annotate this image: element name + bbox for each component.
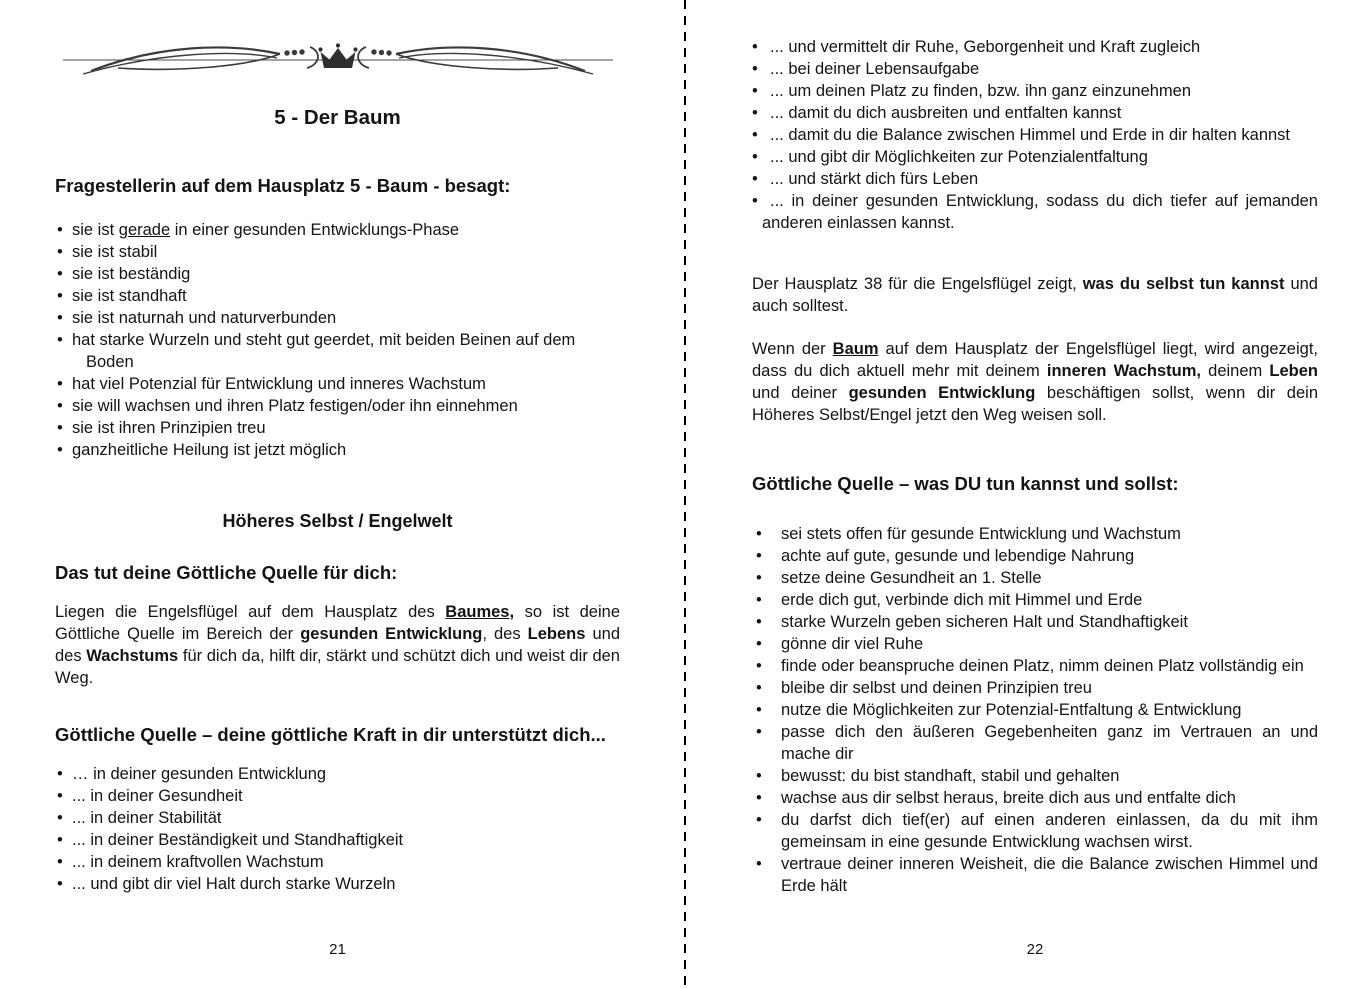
list-item: • sie ist standhaft	[55, 285, 620, 307]
list-goettliche-kraft-fortsetzung	[752, 36, 1318, 234]
list-goettliche-kraft	[55, 763, 620, 895]
list-item: • ... und vermittelt dir Ruhe, Geborgenheit und Kraft zugleich	[752, 36, 1318, 58]
page-right	[686, 0, 1369, 989]
page-title: 5 - Der Baum	[274, 106, 401, 129]
list-item: • sie ist gerade in einer gesunden Entwicklungs-Phase	[55, 219, 620, 241]
list-item: • du darfst dich tief(er) auf einen anderen einlassen, da du mit ihm gemeinsam in eine gesunde Entwicklung wachsen wirst.	[752, 809, 1318, 853]
heading-goettliche-kraft: Göttliche Quelle – deine göttliche Kraft in dir unterstützt dich...	[55, 724, 606, 745]
heading-das-tut-goettliche-quelle: Das tut deine Göttliche Quelle für dich:	[55, 562, 398, 583]
list-item: • gönne dir viel Ruhe	[752, 633, 1318, 655]
list-item: • ... bei deiner Lebensaufgabe	[752, 58, 1318, 80]
list-was-du-tun-kannst	[752, 523, 1318, 897]
list-item: • finde oder beanspruche deinen Platz, nimm deinen Platz vollständig ein	[752, 655, 1318, 677]
list-item: • sie will wachsen und ihren Platz festigen/oder ihn einnehmen	[55, 395, 620, 417]
page-number-left: 21	[329, 941, 346, 958]
heading-fragestellerin: Fragestellerin auf dem Hausplatz 5 - Baum - besagt:	[55, 175, 511, 196]
list-item: • erde dich gut, verbinde dich mit Himmel und Erde	[752, 589, 1318, 611]
list-item: • ... in deiner Stabilität	[55, 807, 620, 829]
list-item: • ... um deinen Platz zu finden, bzw. ihn ganz einzunehmen	[752, 80, 1318, 102]
list-item: • ... in deiner gesunden Entwicklung, sodass du dich tiefer auf jemanden anderen einlassen kannst.	[752, 190, 1318, 234]
list-item: • sie ist beständig	[55, 263, 620, 285]
list-item: • bewusst: du bist standhaft, stabil und gehalten	[752, 765, 1318, 787]
list-item: • … in deiner gesunden Entwicklung	[55, 763, 620, 785]
list-item: • ... in deinem kraftvollen Wachstum	[55, 851, 620, 873]
paragraph-hausplatz-38: Der Hausplatz 38 für die Engelsflügel zeigt, was du selbst tun kannst und auch solltest.	[752, 275, 1318, 315]
list-item: • hat viel Potenzial für Entwicklung und inneres Wachstum	[55, 373, 620, 395]
list-item: • achte auf gute, gesunde und lebendige Nahrung	[752, 545, 1318, 567]
list-item: • ganzheitliche Heilung ist jetzt möglich	[55, 439, 620, 461]
heading-was-du-tun-kannst: Göttliche Quelle – was DU tun kannst und sollst:	[752, 473, 1179, 494]
list-item: • sie ist naturnah und naturverbunden	[55, 307, 620, 329]
list-item: • starke Wurzeln geben sicheren Halt und Standhaftigkeit	[752, 611, 1318, 633]
list-item: • sie ist ihren Prinzipien treu	[55, 417, 620, 439]
paragraph-baum-engelsfluegel: Wenn der Baum auf dem Hausplatz der Engelsflügel liegt, wird angezeigt, dass du dich aktuell mehr mit deinem inneren Wachstum, deinem Leben und deiner gesunden Entwicklung beschäftigen sollst, wenn dir dein Höheres Selbst/Engel jetzt den Weg weisen soll.	[752, 340, 1318, 424]
list-item: • ... damit du die Balance zwischen Himmel und Erde in dir halten kannst	[752, 124, 1318, 146]
list-item: • vertraue deiner inneren Weisheit, die die Balance zwischen Himmel und Erde hält	[752, 853, 1318, 897]
page-left	[0, 0, 684, 989]
list-item: • ... in deiner Gesundheit	[55, 785, 620, 807]
list-item: • ... und stärkt dich fürs Leben	[752, 168, 1318, 190]
list-item: • hat starke Wurzeln und steht gut geerdet, mit beiden Beinen auf dem Boden	[55, 329, 620, 373]
list-item: • ... damit du dich ausbreiten und entfalten kannst	[752, 102, 1318, 124]
list-item: • ... in deiner Beständigkeit und Standhaftigkeit	[55, 829, 620, 851]
list-item: • bleibe dir selbst und deinen Prinzipien treu	[752, 677, 1318, 699]
list-item: • ... und gibt dir Möglichkeiten zur Potenzialentfaltung	[752, 146, 1318, 168]
list-item: • setze deine Gesundheit an 1. Stelle	[752, 567, 1318, 589]
list-item: • sei stets offen für gesunde Entwicklung und Wachstum	[752, 523, 1318, 545]
list-item: • wachse aus dir selbst heraus, breite dich aus und entfalte dich	[752, 787, 1318, 809]
page-number-right: 22	[1026, 941, 1044, 958]
list-item: • nutze die Möglichkeiten zur Potenzial-Entfaltung & Entwicklung	[752, 699, 1318, 721]
list-item: • passe dich den äußeren Gegebenheiten ganz im Vertrauen an und mache dir	[752, 721, 1318, 765]
ornament-divider	[63, 40, 613, 78]
heading-hoeheres-selbst: Höheres Selbst / Engelwelt	[222, 511, 453, 531]
list-baum-bedeutung	[55, 219, 620, 461]
list-item: • ... und gibt dir viel Halt durch starke Wurzeln	[55, 873, 620, 895]
list-item: • sie ist stabil	[55, 241, 620, 263]
paragraph-engelsfluegel-baum: Liegen die Engelsflügel auf dem Hausplatz des Baumes, so ist deine Göttliche Quelle im Bereich der gesunden Entwicklung, des Lebens und des Wachstums für dich da, hilft dir, stärkt und schützt dich und weist dir den Weg.	[55, 603, 620, 687]
crown-icon	[318, 43, 357, 68]
